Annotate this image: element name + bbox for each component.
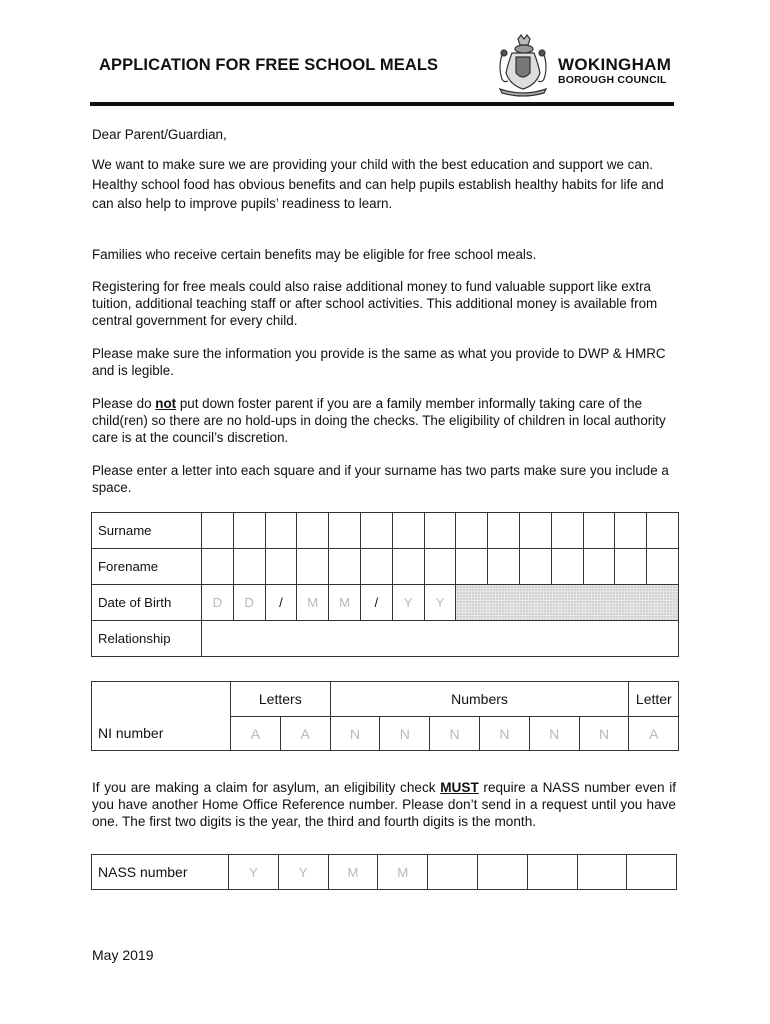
- information-paragraph: Please make sure the information you provide is the same as what you provide to DWP & HMRC and is legible.: [92, 346, 666, 378]
- forename-box[interactable]: [583, 549, 615, 585]
- ni-number-label: NI number: [92, 717, 231, 751]
- surname-box[interactable]: [265, 513, 297, 549]
- relationship-field[interactable]: [202, 621, 679, 657]
- nass-number-form: [91, 854, 677, 890]
- ni-header-row: [92, 682, 679, 717]
- surname-box[interactable]: [456, 513, 488, 549]
- ni-number-box[interactable]: N: [479, 717, 529, 751]
- surname-box[interactable]: [583, 513, 615, 549]
- page-title: APPLICATION FOR FREE SCHOOL MEALS: [99, 56, 439, 74]
- foster-text-end: put down foster parent if you are a family member informally taking care of the child(ren) so there are no hold-ups in doing the checks. The eligibility of children in local authority care is at the council’s discretion.: [92, 396, 666, 445]
- nass-digit-box[interactable]: [527, 855, 577, 890]
- date-of-birth-row: [92, 585, 679, 621]
- nass-entry-row: [92, 855, 677, 890]
- surname-box[interactable]: [202, 513, 234, 549]
- ni-entry-row: [92, 717, 679, 751]
- council-name-line2: BOROUGH COUNCIL: [558, 74, 667, 86]
- nass-month-box[interactable]: M: [378, 855, 428, 890]
- forename-box[interactable]: [360, 549, 392, 585]
- forename-box[interactable]: [647, 549, 679, 585]
- council-name-line1: WOKINGHAM: [558, 55, 672, 74]
- nass-digit-box[interactable]: [477, 855, 527, 890]
- ni-number-box[interactable]: N: [330, 717, 380, 751]
- dob-month-box[interactable]: M: [329, 585, 361, 621]
- asylum-paragraph: [92, 779, 676, 830]
- forename-label: Forename: [92, 549, 202, 585]
- relationship-row: [92, 621, 679, 657]
- asylum-text-start: If you are making a claim for asylum, an eligibility check: [92, 780, 441, 795]
- ni-letter-box[interactable]: A: [280, 717, 330, 751]
- ni-letters-header: Letters: [231, 682, 331, 717]
- header-divider: [90, 102, 674, 106]
- surname-box[interactable]: [488, 513, 520, 549]
- surname-box[interactable]: [424, 513, 456, 549]
- foster-emphasis: not: [155, 396, 177, 411]
- footer-date: May 2019: [92, 947, 154, 963]
- surname-box[interactable]: [551, 513, 583, 549]
- forename-box[interactable]: [202, 549, 234, 585]
- date-of-birth-label: Date of Birth: [92, 585, 202, 621]
- foster-text-start: Please do: [92, 396, 156, 411]
- asylum-emphasis: MUST: [440, 780, 479, 795]
- surname-box[interactable]: [329, 513, 361, 549]
- surname-box[interactable]: [360, 513, 392, 549]
- surname-box[interactable]: [647, 513, 679, 549]
- greeting: Dear Parent/Guardian,: [92, 127, 227, 142]
- ni-final-letter-box[interactable]: A: [629, 717, 679, 751]
- child-details-form: [91, 512, 679, 657]
- forename-box[interactable]: [329, 549, 361, 585]
- dob-shaded-area: [456, 585, 679, 621]
- forename-box[interactable]: [392, 549, 424, 585]
- nass-year-box[interactable]: Y: [278, 855, 328, 890]
- surname-box[interactable]: [519, 513, 551, 549]
- funding-paragraph: Registering for free meals could also raise additional money to fund valuable support like extra tuition, additional teaching staff or after school activities. This additional money is available from central government for every child.: [92, 279, 658, 328]
- council-crest-logo: [494, 33, 552, 99]
- forename-box[interactable]: [424, 549, 456, 585]
- dob-separator: /: [360, 585, 392, 621]
- ni-number-form: [91, 681, 679, 751]
- nass-month-box[interactable]: M: [328, 855, 378, 890]
- nass-digit-box[interactable]: [428, 855, 478, 890]
- forename-box[interactable]: [519, 549, 551, 585]
- asylum-text-end: require a NASS number even if you have another Home Office Reference number. Please don’t send in a request until you have one. The first two digits is the year, the third and fourth digits is the month.: [92, 780, 676, 829]
- ni-label-cell-top: [92, 682, 231, 717]
- surname-box[interactable]: [233, 513, 265, 549]
- surname-box[interactable]: [615, 513, 647, 549]
- dob-month-box[interactable]: M: [297, 585, 329, 621]
- ni-letter-header: Letter: [629, 682, 679, 717]
- foster-paragraph: [92, 395, 676, 446]
- relationship-label: Relationship: [92, 621, 202, 657]
- forename-box[interactable]: [233, 549, 265, 585]
- dob-separator: /: [265, 585, 297, 621]
- ni-number-box[interactable]: N: [380, 717, 430, 751]
- forename-box[interactable]: [615, 549, 647, 585]
- forename-box[interactable]: [265, 549, 297, 585]
- forename-box[interactable]: [551, 549, 583, 585]
- intro-paragraph: We want to make sure we are providing your child with the best education and support we can. Healthy school food has obvious benefits and can help pupils establish healthy habits for life and can also help to improve pupils’ readiness to learn.: [92, 157, 664, 211]
- dob-day-box[interactable]: D: [233, 585, 265, 621]
- council-name: [558, 56, 671, 86]
- forename-box[interactable]: [297, 549, 329, 585]
- forename-box[interactable]: [488, 549, 520, 585]
- dob-day-box[interactable]: D: [202, 585, 234, 621]
- instructions-paragraph: Please enter a letter into each square and if your surname has two parts make sure you include a space.: [92, 463, 669, 495]
- dob-year-box[interactable]: Y: [424, 585, 456, 621]
- nass-digit-box[interactable]: [577, 855, 627, 890]
- ni-letter-box[interactable]: A: [231, 717, 281, 751]
- surname-box[interactable]: [297, 513, 329, 549]
- ni-number-box[interactable]: N: [430, 717, 480, 751]
- forename-box[interactable]: [456, 549, 488, 585]
- forename-row: [92, 549, 679, 585]
- surname-label: Surname: [92, 513, 202, 549]
- ni-numbers-header: Numbers: [330, 682, 629, 717]
- eligibility-paragraph: Families who receive certain benefits may be eligible for free school meals.: [92, 247, 537, 262]
- nass-digit-box[interactable]: [627, 855, 677, 890]
- nass-year-box[interactable]: Y: [229, 855, 279, 890]
- nass-number-label: NASS number: [92, 855, 229, 890]
- surname-row: [92, 513, 679, 549]
- ni-number-box[interactable]: N: [579, 717, 629, 751]
- ni-number-box[interactable]: N: [529, 717, 579, 751]
- dob-year-box[interactable]: Y: [392, 585, 424, 621]
- surname-box[interactable]: [392, 513, 424, 549]
